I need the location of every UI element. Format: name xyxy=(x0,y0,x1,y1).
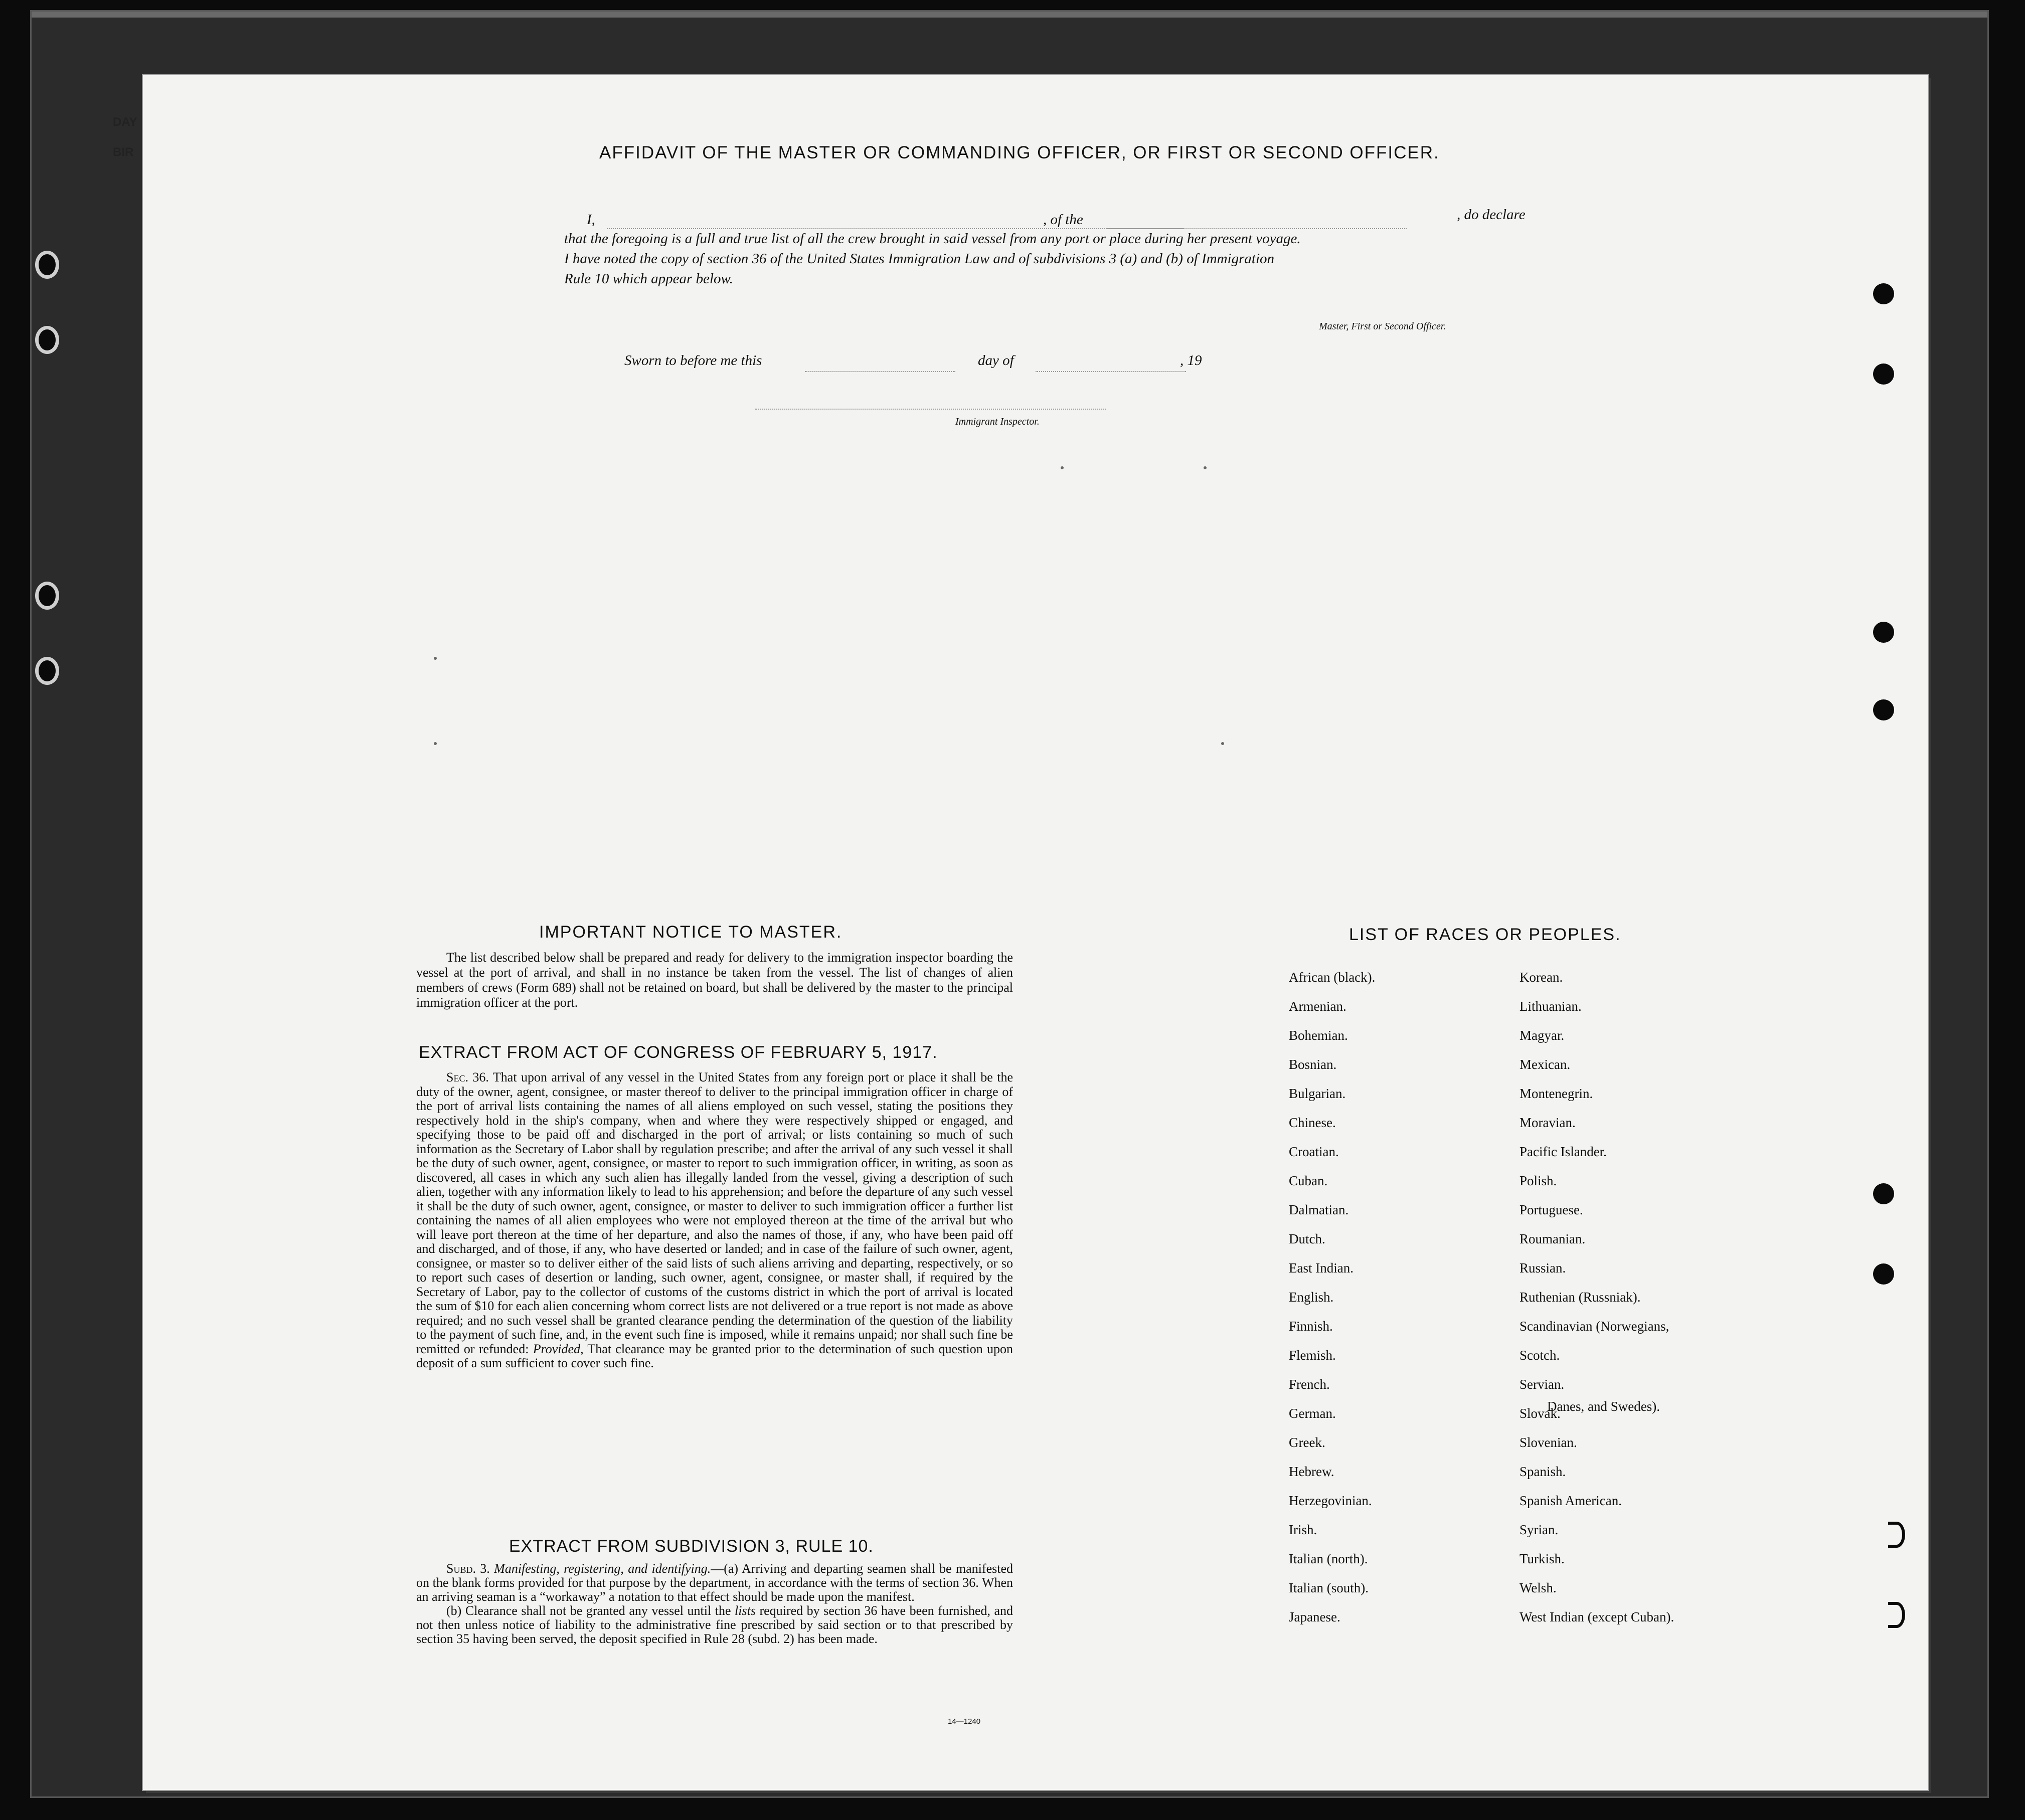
punch-hole-icon xyxy=(1873,699,1894,720)
stray-mark xyxy=(1061,466,1064,469)
act-title: EXTRACT FROM ACT OF CONGRESS OF FEBRUARY 5, 1917. xyxy=(419,1043,938,1062)
act-section xyxy=(416,1070,1013,1371)
race-item: Dalmatian. xyxy=(1289,1202,1349,1217)
race-item: Russian. xyxy=(1520,1260,1566,1276)
sheet-edge xyxy=(32,12,1987,18)
affidavit-of-the: , of the xyxy=(1043,212,1083,228)
race-item: Servian. xyxy=(1520,1377,1565,1392)
inspector-signature-blank xyxy=(755,409,1106,410)
punch-hole-icon xyxy=(1873,622,1894,643)
race-item: Pacific Islander. xyxy=(1520,1144,1607,1159)
race-item: Bosnian. xyxy=(1289,1057,1337,1072)
race-item: Armenian. xyxy=(1289,999,1346,1014)
punch-hole-icon xyxy=(1873,1183,1894,1204)
notice-body: The list described below shall be prepared and ready for delivery to the immigration inspector boarding the vessel at the port of arrival, and shall in no instance be taken from the vessel. The list of changes of alien members of crews (Form 689) shall not be retained on board, but shall be delivered by the master to the principal immigration officer at the port. xyxy=(416,950,1013,1010)
background-label-day: DAY xyxy=(113,115,137,129)
punch-hole-icon xyxy=(1873,1263,1894,1285)
punch-hole-icon xyxy=(1873,363,1894,385)
inspector-label: Immigrant Inspector. xyxy=(955,416,1040,427)
race-item: English. xyxy=(1289,1290,1334,1305)
stray-mark xyxy=(1204,466,1207,469)
race-item: German. xyxy=(1289,1406,1336,1421)
rule-para-b-start: (b) Clearance shall not be granted any vessel until the xyxy=(446,1603,731,1618)
rule-subd-heading: Manifesting, registering, and identifying. xyxy=(494,1561,711,1576)
notice-title: IMPORTANT NOTICE TO MASTER. xyxy=(539,923,842,942)
background-label-bir: BIR xyxy=(113,145,134,159)
race-item: Korean. xyxy=(1520,970,1563,985)
notice-section xyxy=(416,950,1013,1010)
race-item: Irish. xyxy=(1289,1522,1317,1537)
sworn-month-blank xyxy=(1036,371,1186,372)
binder-hole-icon xyxy=(35,251,59,279)
race-item: Dutch. xyxy=(1289,1231,1325,1246)
race-item: Mexican. xyxy=(1520,1057,1571,1072)
race-item: Italian (south). xyxy=(1289,1580,1369,1595)
races-column-2 xyxy=(1520,963,1674,1631)
race-item: Montenegrin. xyxy=(1520,1086,1593,1101)
affidavit-do-declare: , do declare xyxy=(1457,207,1526,223)
act-sec-label: Sec. 36. xyxy=(446,1070,489,1084)
race-item: Japanese. xyxy=(1289,1609,1340,1624)
affidavit-line-3: I have noted the copy of section 36 of the United States Immigration Law and of subdivisions 3 (a) and (b) of Immigration xyxy=(564,251,1275,267)
race-item: Lithuanian. xyxy=(1520,999,1582,1014)
races-title: LIST OF RACES OR PEOPLES. xyxy=(1349,925,1621,944)
race-item: Scandinavian (Norwegians, xyxy=(1520,1319,1669,1334)
punch-hole-icon xyxy=(1873,283,1894,304)
punch-hole-icon xyxy=(1888,1522,1905,1548)
act-provided: Provided, xyxy=(533,1341,584,1356)
rule-para-a: —(a) Arriving and departing seamen shall be manifested on the blank forms provided for that purpose by the department, in accordance with the terms of section 36. When an arriving seaman is a “workaway” a notation to that effect should be made upon the manifest. xyxy=(416,1561,1013,1604)
race-item: Greek. xyxy=(1289,1435,1325,1450)
year-text: , 19 xyxy=(1180,352,1202,369)
stray-mark xyxy=(1221,742,1224,745)
race-item: Cuban. xyxy=(1289,1173,1328,1188)
race-item: Chinese. xyxy=(1289,1115,1336,1130)
race-item: Slovenian. xyxy=(1520,1435,1577,1450)
race-item: Scotch. xyxy=(1520,1348,1560,1363)
race-item: Hebrew. xyxy=(1289,1464,1334,1479)
binder-hole-icon xyxy=(35,657,59,685)
affidavit-title: AFFIDAVIT OF THE MASTER OR COMMANDING OFFICER, OR FIRST OR SECOND OFFICER. xyxy=(599,143,1440,162)
race-item: West Indian (except Cuban). xyxy=(1520,1609,1674,1624)
rule-title: EXTRACT FROM SUBDIVISION 3, RULE 10. xyxy=(509,1537,874,1556)
race-item: Croatian. xyxy=(1289,1144,1339,1159)
day-of-text: day of xyxy=(978,352,1014,369)
punch-hole-icon xyxy=(1888,1602,1905,1628)
race-item: Roumanian. xyxy=(1520,1231,1586,1246)
race-item: French. xyxy=(1289,1377,1330,1392)
vessel-blank xyxy=(1106,228,1407,229)
sworn-text: Sworn to before me this xyxy=(624,352,762,369)
race-item: Slovak. xyxy=(1520,1406,1561,1421)
race-scandinavian-continued: Danes, and Swedes). xyxy=(1547,1399,1660,1414)
race-item: African (black). xyxy=(1289,970,1376,985)
stray-mark xyxy=(434,657,437,660)
race-item: Syrian. xyxy=(1520,1522,1559,1537)
race-item: Moravian. xyxy=(1520,1115,1576,1130)
affidavit-line-i: I, xyxy=(587,212,595,228)
name-blank xyxy=(607,228,1184,229)
race-item: Welsh. xyxy=(1520,1580,1557,1595)
race-item: Polish. xyxy=(1520,1173,1557,1188)
act-body: That upon arrival of any vessel in the United States from any foreign port or place it shall be the duty of the owner, agent, consignee, or master thereof to deliver to the principal immigration officer in charge of the port of arrival lists containing the names of all aliens employed on such vessel, stating the positions they respectively hold in the ship's company, when and where they were respectively shipped or engaged, and specifying those to be paid off and discharged in the port of arrival; or lists containing so much of such information as the Secretary of Labor shall by regulation prescribe; and after the arrival of any such vessel it shall be the duty of such owner, agent, consignee, or master to report to such immigration officer, in writing, as soon as discovered, all cases in which any such alien has illegally landed from the vessel, giving a description of such alien, together with any information likely to lead to his apprehension; and before the departure of any such vessel it shall be the duty of such owner, agent, consignee, or master to deliver to such immigration officer a further list containing the names of all alien employees who were not employed thereon at the time of the arrival but who will leave port thereon at the time of her departure, and also the names of those, if any, who have been paid off and discharged, and of those, if any, who have deserted or landed; and in case of the failure of such owner, agent, consignee, or master so to deliver either of the said lists of such aliens arriving and departing, respectively, or so to report such cases of desertion or landing, such owner, agent, consignee, or master shall, if required by the Secretary of Labor, pay to the collector of customs of the customs district in which the port of arrival is located the sum of $10 for each alien concerning whom correct lists are not delivered or a true report is not made as above required; and no such vessel shall be granted clearance pending the determination of the question of the liability to the payment of such fine, and, in the event such fine is imposed, while it remains unpaid; nor shall such fine be remitted or refunded: xyxy=(416,1070,1013,1356)
race-item: Flemish. xyxy=(1289,1348,1336,1363)
affidavit-page xyxy=(143,75,1928,1790)
race-item: Spanish. xyxy=(1520,1464,1566,1479)
race-item: Ruthenian (Russniak). xyxy=(1520,1290,1641,1305)
race-item: Bulgarian. xyxy=(1289,1086,1346,1101)
affidavit-line-4: Rule 10 which appear below. xyxy=(564,271,733,287)
rule-para-b-lists: lists xyxy=(735,1603,756,1618)
rule-para-b-end: required by section 36 have been furnished, and not then unless notice of liability to the administrative fine prescribed by said section or to that prescribed by section 35 having been served, the deposit specified in Rule 28 (subd. 2) has been made. xyxy=(416,1603,1013,1646)
stray-mark xyxy=(434,742,437,745)
race-item: Herzegovinian. xyxy=(1289,1493,1372,1508)
rule-section xyxy=(416,1562,1013,1646)
binder-hole-icon xyxy=(35,582,59,610)
race-item: Bohemian. xyxy=(1289,1028,1348,1043)
race-item: Italian (north). xyxy=(1289,1551,1368,1566)
sworn-day-blank xyxy=(805,371,955,372)
rule-subd-label: Subd. 3. xyxy=(446,1561,490,1576)
races-column-1 xyxy=(1289,963,1375,1631)
affidavit-line-2: that the foregoing is a full and true list of all the crew brought in said vessel from any port or place during her present voyage. xyxy=(564,231,1301,247)
master-signature-label: Master, First or Second Officer. xyxy=(1319,321,1446,332)
race-item: Magyar. xyxy=(1520,1028,1565,1043)
race-item: Spanish American. xyxy=(1520,1493,1622,1508)
form-number: 14—1240 xyxy=(948,1717,981,1726)
race-item: Turkish. xyxy=(1520,1551,1565,1566)
act-body-end: That clearance may be granted prior to the determination of such question upon deposit of a sum sufficient to cover such fine. xyxy=(416,1341,1014,1370)
race-item: East Indian. xyxy=(1289,1260,1354,1276)
race-item: Finnish. xyxy=(1289,1319,1333,1334)
binder-hole-icon xyxy=(35,326,59,354)
race-item: Portuguese. xyxy=(1520,1202,1583,1217)
